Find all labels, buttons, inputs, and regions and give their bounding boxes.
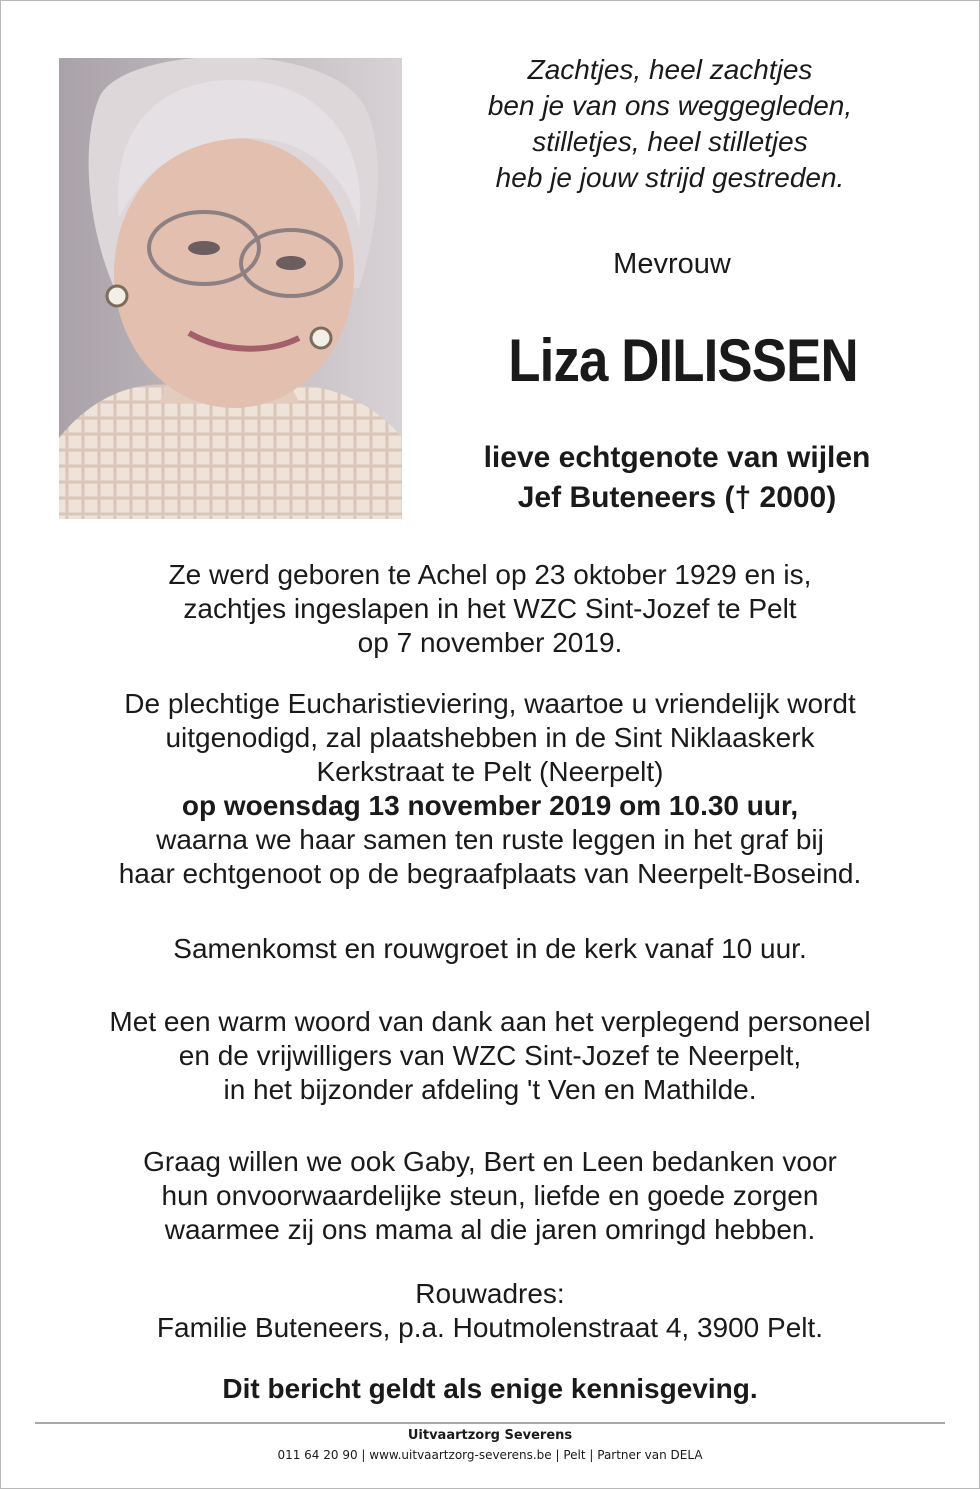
gathering-text [40,932,940,966]
text-line: en de vrijwilligers van WZC Sint-Jozef te Neerpelt, [178,1040,802,1071]
poem [440,52,900,196]
spouse-line: Jef Buteneers († 2000) [517,481,837,514]
footer-company: Uitvaartzorg Severens [407,1428,573,1443]
footer-contact: 011 64 20 90 | www.uitvaartzorg-severens.be | Pelt | Partner van DELA [277,1448,703,1462]
text-line: Kerkstraat te Pelt (Neerpelt) [316,756,664,787]
deceased-name: Liza DILISSEN [508,327,858,394]
address-block [40,1277,940,1345]
birth-paragraph [40,558,940,660]
text-line: Met een warm woord van dank aan het verplegend personeel [109,1006,871,1037]
text-line: Samenkomst en rouwgroet in de kerk vanaf 10 uur. [173,933,807,964]
ceremony-paragraph [40,687,940,891]
text-line: hun onvoorwaardelijke steun, liefde en goede zorgen [161,1180,819,1211]
address-value: Familie Buteneers, p.a. Houtmolenstraat 4, 3900 Pelt. [156,1312,824,1343]
text-line: uitgenodigd, zal plaatshebben in de Sint Niklaaskerk [165,722,815,753]
address-label: Rouwadres: [415,1278,565,1309]
family-thanks-paragraph [40,1145,940,1247]
text-line: Ze werd geboren te Achel op 23 oktober 1929 en is, [168,559,812,590]
notice-text [40,1372,940,1406]
ceremony-date: op woensdag 13 november 2019 om 10.30 uur, [181,790,799,821]
portrait-photo [59,58,402,519]
spouse-info [420,438,934,518]
poem-line: stilletjes, heel stilletjes [532,126,808,157]
thanks-paragraph [40,1005,940,1107]
text-line: in het bijzonder afdeling 't Ven en Mathilde. [223,1074,757,1105]
text-line: Graag willen we ook Gaby, Bert en Leen bedanken voor [143,1146,837,1177]
text-line: zachtjes ingeslapen in het WZC Sint-Jozef te Pelt [183,593,797,624]
poem-line: Zachtjes, heel zachtjes [527,54,813,85]
text-line: haar echtgenoot op de begraafplaats van Neerpelt-Boseind. [118,858,862,889]
text-line: Dit bericht geldt als enige kennisgeving. [222,1373,758,1404]
poem-line: heb je jouw strijd gestreden. [495,162,845,193]
text-line: De plechtige Eucharistieviering, waartoe u vriendelijk wordt [124,688,856,719]
text-line: waarna we haar samen ten ruste leggen in het graf bij [156,824,824,855]
footer-divider [35,1422,945,1424]
text-line: op 7 november 2019. [357,627,623,658]
spouse-line: lieve echtgenote van wijlen [483,441,871,474]
salutation: Mevrouw [613,248,731,280]
poem-line: ben je van ons weggegleden, [487,90,853,121]
text-line: waarmee zij ons mama al die jaren omringd hebben. [164,1214,816,1245]
